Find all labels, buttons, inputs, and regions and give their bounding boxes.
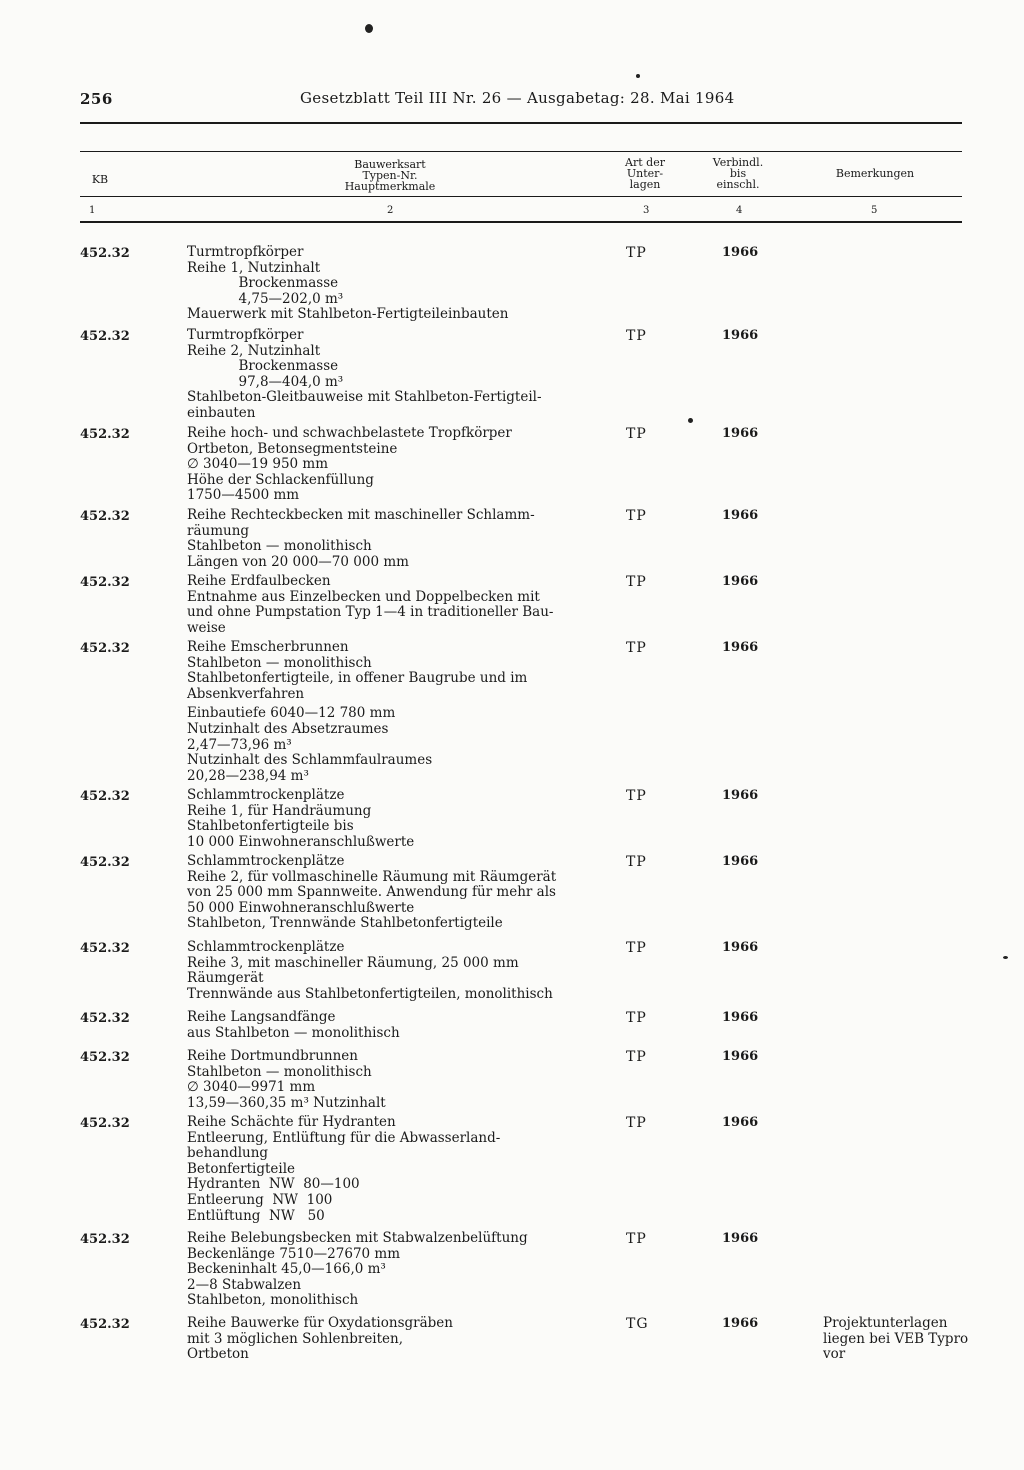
cell-type-line: Reihe Langsandfänge bbox=[187, 1009, 336, 1025]
cell-type-line: behandlung bbox=[187, 1145, 269, 1162]
table-header-rule bbox=[80, 196, 962, 197]
cell-bem-line: Projektunterlagen bbox=[823, 1315, 948, 1331]
header-type bbox=[300, 159, 480, 192]
cell-type bbox=[187, 854, 601, 932]
cell-kb: 452.32 bbox=[80, 329, 130, 344]
cell-type bbox=[187, 1231, 601, 1309]
header-verb bbox=[700, 157, 776, 190]
cell-type-line: Entleerung NW 100 bbox=[187, 1191, 333, 1208]
cell-art: TP bbox=[626, 574, 647, 590]
cell-verb: 1966 bbox=[722, 940, 759, 955]
cell-bem bbox=[823, 854, 993, 932]
cell-type-line: Reihe Emscherbrunnen bbox=[187, 639, 349, 655]
cell-type bbox=[187, 426, 601, 504]
cell-type-line: Schlammtrockenplätze bbox=[187, 939, 345, 955]
cell-type-line: Stahlbeton, Trennwände Stahlbetonfertigteile bbox=[187, 915, 503, 932]
cell-kb: 452.32 bbox=[80, 1232, 130, 1247]
cell-type-line: Trennwände aus Stahlbetonfertigteilen, monolithisch bbox=[187, 985, 553, 1002]
header-bem: Bemerkungen bbox=[835, 167, 915, 180]
cell-type-line: Stahlbeton-Gleitbauweise mit Stahlbeton-Fertigteil- bbox=[187, 389, 542, 406]
cell-kb: 452.32 bbox=[80, 941, 130, 956]
column-number: 5 bbox=[871, 205, 878, 216]
cell-art: TP bbox=[626, 328, 647, 344]
cell-bem-line: vor bbox=[823, 1346, 846, 1363]
cell-kb: 452.32 bbox=[80, 1116, 130, 1131]
cell-bem bbox=[823, 1115, 993, 1224]
cell-art: TP bbox=[626, 1231, 647, 1247]
ink-speck bbox=[636, 74, 640, 78]
cell-verb: 1966 bbox=[722, 508, 759, 523]
table-row bbox=[80, 1115, 993, 1224]
cell-verb: 1966 bbox=[722, 1231, 759, 1246]
table-row bbox=[80, 426, 993, 504]
cell-verb: 1966 bbox=[722, 1049, 759, 1064]
cell-type-line: Mauerwerk mit Stahlbeton-Fertigteileinbauten bbox=[187, 306, 509, 323]
cell-bem bbox=[823, 1049, 993, 1111]
cell-type-line: Nutzinhalt des Schlammfaulraumes bbox=[187, 752, 433, 769]
cell-type-line: Entnahme aus Einzelbecken und Doppelbecken mit bbox=[187, 588, 540, 605]
cell-type-line: Entleerung, Entlüftung für die Abwasserland- bbox=[187, 1129, 501, 1146]
cell-kb: 452.32 bbox=[80, 1317, 130, 1332]
cell-type-line: 50 000 Einwohneranschlußwerte bbox=[187, 899, 415, 916]
cell-type bbox=[187, 940, 601, 1002]
cell-type bbox=[187, 508, 601, 570]
cell-bem bbox=[823, 508, 993, 570]
cell-type-line: räumung bbox=[187, 522, 250, 539]
cell-bem bbox=[823, 426, 993, 504]
cell-type-line: Reihe 2, für vollmaschinelle Räumung mit Räumgerät bbox=[187, 868, 557, 885]
cell-verb: 1966 bbox=[722, 854, 759, 869]
cell-bem bbox=[823, 788, 993, 850]
cell-kb: 452.32 bbox=[80, 1011, 130, 1026]
cell-type-line: Einbautiefe 6040—12 780 mm bbox=[187, 705, 396, 722]
table-top-rule bbox=[80, 151, 962, 152]
cell-art: TP bbox=[626, 245, 647, 261]
cell-type bbox=[187, 1115, 601, 1224]
cell-type-line: Reihe Belebungsbecken mit Stabwalzenbelüftung bbox=[187, 1230, 528, 1246]
cell-type-line: ∅ 3040—9971 mm bbox=[187, 1079, 316, 1096]
table-row bbox=[80, 940, 993, 1002]
table-row bbox=[80, 328, 993, 422]
column-number: 4 bbox=[736, 205, 743, 216]
cell-type bbox=[187, 245, 601, 323]
table-row bbox=[80, 245, 993, 323]
table-row bbox=[80, 788, 993, 850]
column-number: 1 bbox=[89, 205, 96, 216]
cell-type-line: Räumgerät bbox=[187, 970, 264, 987]
cell-art: TP bbox=[626, 854, 647, 870]
cell-kb: 452.32 bbox=[80, 246, 130, 261]
cell-bem-line: liegen bei VEB Typro bbox=[823, 1330, 969, 1347]
column-number: 3 bbox=[643, 205, 650, 216]
cell-type-line: Beckeninhalt 45,0—166,0 m³ bbox=[187, 1261, 386, 1278]
cell-type-line: Betonfertigteile bbox=[187, 1160, 296, 1177]
cell-verb: 1966 bbox=[722, 788, 759, 803]
cell-art: TP bbox=[626, 1115, 647, 1131]
cell-type-line: Schlammtrockenplätze bbox=[187, 853, 345, 869]
cell-type-line: 2—8 Stabwalzen bbox=[187, 1276, 302, 1293]
cell-type-line: Reihe 2, Nutzinhalt bbox=[187, 342, 321, 359]
header-art bbox=[612, 157, 678, 190]
table-row bbox=[80, 1049, 993, 1111]
cell-type-line: Stahlbetonfertigteile bis bbox=[187, 818, 354, 835]
cell-type-line: Stahlbeton — monolithisch bbox=[187, 1063, 372, 1080]
cell-type bbox=[187, 574, 601, 636]
cell-type-line: von 25 000 mm Spannweite. Anwendung für mehr als bbox=[187, 884, 556, 901]
cell-type-line: Nutzinhalt des Absetzraumes bbox=[187, 720, 389, 737]
page-title: Gesetzblatt Teil III Nr. 26 — Ausgabetag: 28. Mai 1964 bbox=[300, 89, 735, 107]
cell-type-line: Reihe Schächte für Hydranten bbox=[187, 1114, 396, 1130]
cell-type-line: Reihe hoch- und schwachbelastete Tropfkörper bbox=[187, 425, 512, 441]
cell-verb: 1966 bbox=[722, 328, 759, 343]
header-type-line: Typen-Nr. bbox=[362, 169, 418, 182]
ink-speck bbox=[1003, 956, 1008, 959]
header-verb-line: bis bbox=[729, 167, 747, 180]
cell-type-line: Ortbeton, Betonsegmentsteine bbox=[187, 440, 398, 457]
page-number: 256 bbox=[80, 90, 113, 108]
ink-speck bbox=[365, 24, 373, 33]
table-row bbox=[80, 854, 993, 932]
cell-bem bbox=[823, 1010, 993, 1041]
cell-kb: 452.32 bbox=[80, 789, 130, 804]
cell-bem bbox=[823, 328, 993, 422]
cell-type-line: Brockenmasse bbox=[187, 275, 339, 292]
cell-bem bbox=[823, 1316, 993, 1363]
cell-kb: 452.32 bbox=[80, 855, 130, 870]
cell-bem bbox=[823, 940, 993, 1002]
cell-type-line: Entlüftung NW 50 bbox=[187, 1207, 325, 1224]
cell-type-line: Schlammtrockenplätze bbox=[187, 787, 345, 803]
cell-type bbox=[187, 640, 601, 784]
table-body-rule bbox=[80, 221, 962, 223]
table-row bbox=[80, 508, 993, 570]
cell-verb: 1966 bbox=[722, 1115, 759, 1130]
header-verb-line: einschl. bbox=[716, 178, 760, 191]
cell-type-line: Reihe Bauwerke für Oxydationsgräben bbox=[187, 1315, 453, 1331]
cell-verb: 1966 bbox=[722, 1316, 759, 1331]
cell-type bbox=[187, 1316, 601, 1363]
table-row bbox=[80, 1316, 993, 1363]
cell-bem bbox=[823, 1231, 993, 1309]
header-type-line: Bauwerksart bbox=[354, 158, 426, 171]
cell-art: TP bbox=[626, 1010, 647, 1026]
cell-type-line: Reihe Rechteckbecken mit maschineller Schlamm- bbox=[187, 507, 535, 523]
header-art-line: lagen bbox=[629, 178, 661, 191]
cell-type-line: 97,8—404,0 m³ bbox=[187, 373, 344, 390]
cell-type-line: Reihe 3, mit maschineller Räumung, 25 000 mm bbox=[187, 954, 519, 971]
cell-type-line: Beckenlänge 7510—27670 mm bbox=[187, 1245, 401, 1262]
cell-type bbox=[187, 788, 601, 850]
table-row bbox=[80, 1231, 993, 1309]
cell-bem bbox=[823, 640, 993, 784]
cell-kb: 452.32 bbox=[80, 509, 130, 524]
cell-type-line: Reihe 1, Nutzinhalt bbox=[187, 259, 321, 276]
header-rule bbox=[80, 122, 962, 124]
table-row bbox=[80, 1010, 993, 1041]
header-kb: KB bbox=[91, 173, 109, 186]
table-row bbox=[80, 574, 993, 636]
cell-type-line: 4,75—202,0 m³ bbox=[187, 290, 344, 307]
cell-type-line: Stahlbetonfertigteile, in offener Baugrube und im bbox=[187, 670, 528, 687]
cell-art: TP bbox=[626, 1049, 647, 1065]
cell-kb: 452.32 bbox=[80, 1050, 130, 1065]
header-type-line: Hauptmerkmale bbox=[344, 180, 436, 193]
cell-kb: 452.32 bbox=[80, 575, 130, 590]
cell-type-line: aus Stahlbeton — monolithisch bbox=[187, 1024, 400, 1041]
ink-speck bbox=[688, 418, 693, 423]
cell-type-line: Stahlbeton — monolithisch bbox=[187, 654, 372, 671]
cell-type-line: Längen von 20 000—70 000 mm bbox=[187, 553, 409, 570]
cell-bem bbox=[823, 245, 993, 323]
cell-type-line: Turmtropfkörper bbox=[187, 244, 304, 260]
table-row bbox=[80, 640, 993, 784]
header-art-line: Art der bbox=[625, 156, 665, 169]
cell-type bbox=[187, 328, 601, 422]
cell-kb: 452.32 bbox=[80, 641, 130, 656]
cell-type-line: Hydranten NW 80—100 bbox=[187, 1176, 360, 1193]
cell-art: TP bbox=[626, 426, 647, 442]
cell-bem bbox=[823, 574, 993, 636]
cell-type-line: 13,59—360,35 m³ Nutzinhalt bbox=[187, 1094, 386, 1111]
cell-type-line: ∅ 3040—19 950 mm bbox=[187, 456, 329, 473]
column-number: 2 bbox=[387, 205, 394, 216]
cell-art: TP bbox=[626, 640, 647, 656]
cell-type-line: Reihe Erdfaulbecken bbox=[187, 573, 331, 589]
cell-type-line: und ohne Pumpstation Typ 1—4 in traditioneller Bau- bbox=[187, 604, 554, 621]
cell-art: TP bbox=[626, 508, 647, 524]
cell-type-line: Reihe Dortmundbrunnen bbox=[187, 1048, 358, 1064]
cell-verb: 1966 bbox=[722, 426, 759, 441]
cell-art: TP bbox=[626, 788, 647, 804]
cell-art: TP bbox=[626, 940, 647, 956]
header-art-line: Unter- bbox=[626, 167, 664, 180]
cell-verb: 1966 bbox=[722, 1010, 759, 1025]
cell-type-line: Ortbeton bbox=[187, 1346, 249, 1363]
cell-type-line: Stahlbeton, monolithisch bbox=[187, 1292, 359, 1309]
cell-type-line: Stahlbeton — monolithisch bbox=[187, 538, 372, 555]
cell-type-line: Absenkverfahren bbox=[187, 685, 305, 702]
cell-type-line: einbauten bbox=[187, 404, 256, 421]
cell-type-line: 1750—4500 mm bbox=[187, 487, 300, 504]
cell-type-line: Höhe der Schlackenfüllung bbox=[187, 471, 374, 488]
cell-type-line: 20,28—238,94 m³ bbox=[187, 767, 309, 784]
cell-type-line: Reihe 1, für Handräumung bbox=[187, 802, 372, 819]
cell-type-line: mit 3 möglichen Sohlenbreiten, bbox=[187, 1330, 404, 1347]
cell-type-line: Brockenmasse bbox=[187, 358, 339, 375]
cell-type bbox=[187, 1010, 601, 1041]
cell-type-line: 2,47—73,96 m³ bbox=[187, 736, 292, 753]
header-verb-line: Verbindl. bbox=[712, 156, 764, 169]
cell-type-line: weise bbox=[187, 619, 226, 636]
cell-verb: 1966 bbox=[722, 640, 759, 655]
cell-type-line: Turmtropfkörper bbox=[187, 327, 304, 343]
cell-art: TG bbox=[626, 1316, 649, 1332]
cell-type bbox=[187, 1049, 601, 1111]
cell-kb: 452.32 bbox=[80, 427, 130, 442]
cell-verb: 1966 bbox=[722, 574, 759, 589]
cell-type-line: 10 000 Einwohneranschlußwerte bbox=[187, 833, 415, 850]
cell-verb: 1966 bbox=[722, 245, 759, 260]
